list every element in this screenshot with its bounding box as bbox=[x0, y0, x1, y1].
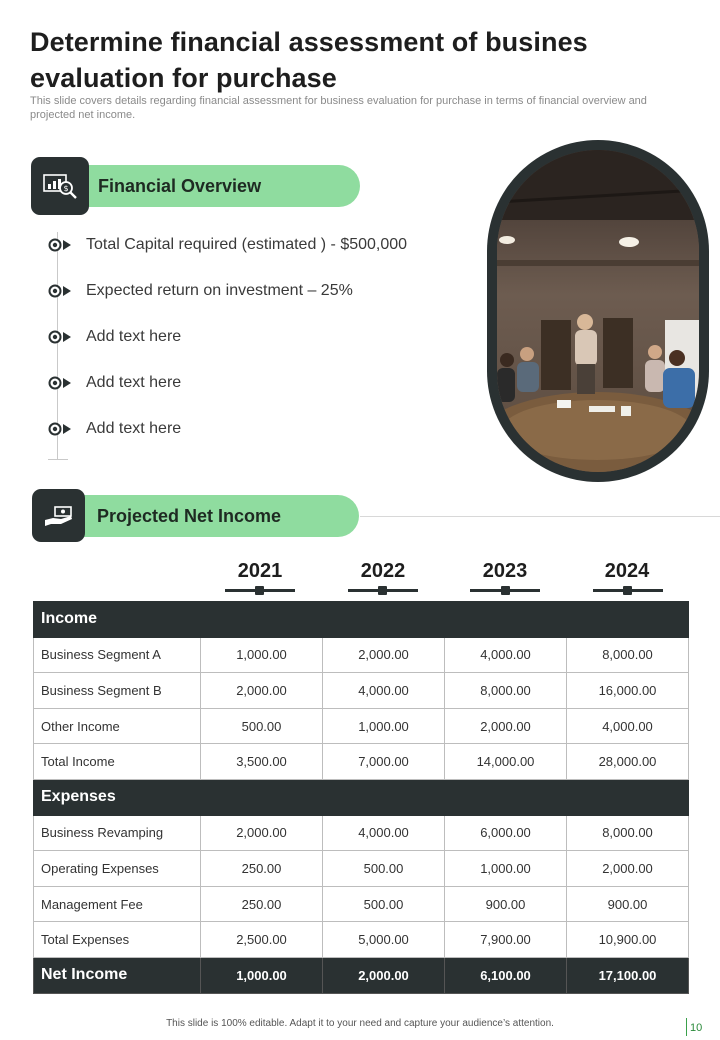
row-label: Total Income bbox=[34, 744, 201, 780]
table-cell: 5,000.00 bbox=[323, 922, 445, 958]
table-cell: 2,000.00 bbox=[201, 673, 323, 709]
target-bullet-icon bbox=[48, 238, 74, 252]
page-title: Determine financial assessment of busines evaluation for purchase bbox=[30, 27, 588, 93]
table-cell: 250.00 bbox=[201, 886, 323, 922]
row-label: Operating Expenses bbox=[34, 851, 201, 887]
net-income-label: Net Income bbox=[34, 957, 201, 993]
net-income-cell: 17,100.00 bbox=[567, 957, 689, 993]
svg-text:$: $ bbox=[63, 184, 69, 193]
hand-money-icon bbox=[32, 489, 85, 542]
net-income-cell: 2,000.00 bbox=[323, 957, 445, 993]
table-cell: 1,000.00 bbox=[323, 708, 445, 744]
table-cell: 250.00 bbox=[201, 851, 323, 887]
table-cell: 4,000.00 bbox=[323, 673, 445, 709]
overview-item: Add text here bbox=[86, 374, 182, 391]
page-number-rule bbox=[686, 1018, 687, 1036]
table-cell: 28,000.00 bbox=[567, 744, 689, 780]
table-cell: 500.00 bbox=[201, 708, 323, 744]
table-row bbox=[34, 851, 689, 887]
table-cell: 6,000.00 bbox=[445, 815, 567, 851]
target-bullet-icon bbox=[48, 284, 74, 298]
year-header: 2024 bbox=[604, 560, 650, 582]
income-section-label: Income bbox=[34, 602, 689, 638]
table-cell: 4,000.00 bbox=[445, 637, 567, 673]
table-cell: 900.00 bbox=[445, 886, 567, 922]
year-marker bbox=[255, 586, 264, 595]
table-cell: 1,000.00 bbox=[445, 851, 567, 887]
row-label: Business Revamping bbox=[34, 815, 201, 851]
net-income-cell: 6,100.00 bbox=[445, 957, 567, 993]
table-cell: 3,500.00 bbox=[201, 744, 323, 780]
footer-note: This slide is 100% editable. Adapt it to your need and capture your audience’s attention. bbox=[166, 1018, 554, 1029]
overview-item: Total Capital required (estimated ) - $500,000 bbox=[86, 236, 408, 253]
projected-net-income-heading: Projected Net Income bbox=[97, 506, 282, 526]
page-number: 10 bbox=[690, 1022, 703, 1034]
year-header: 2023 bbox=[482, 560, 528, 582]
table-cell: 4,000.00 bbox=[567, 708, 689, 744]
table-cell: 8,000.00 bbox=[445, 673, 567, 709]
table-cell: 7,900.00 bbox=[445, 922, 567, 958]
financial-overview-heading: Financial Overview bbox=[98, 176, 262, 196]
row-label: Business Segment A bbox=[34, 637, 201, 673]
expenses-section-header bbox=[34, 779, 689, 815]
table-cell: 2,000.00 bbox=[567, 851, 689, 887]
year-marker bbox=[501, 586, 510, 595]
overview-item: Add text here bbox=[86, 420, 182, 437]
table-row bbox=[34, 673, 689, 709]
year-marker bbox=[378, 586, 387, 595]
net-income-table bbox=[33, 601, 689, 994]
table-cell: 900.00 bbox=[567, 886, 689, 922]
target-bullet-icon bbox=[48, 422, 74, 436]
income-section-header bbox=[34, 602, 689, 638]
expenses-section-label: Expenses bbox=[34, 779, 689, 815]
net-income-row bbox=[34, 957, 689, 993]
table-cell: 8,000.00 bbox=[567, 815, 689, 851]
table-row bbox=[34, 708, 689, 744]
table-cell: 8,000.00 bbox=[567, 637, 689, 673]
year-header: 2021 bbox=[237, 560, 283, 582]
table-cell: 500.00 bbox=[323, 851, 445, 887]
year-header: 2022 bbox=[360, 560, 406, 582]
overview-item: Expected return on investment – 25% bbox=[86, 282, 353, 299]
table-cell: 16,000.00 bbox=[567, 673, 689, 709]
chart-magnifier-icon bbox=[31, 157, 89, 215]
table-cell: 4,000.00 bbox=[323, 815, 445, 851]
table-row bbox=[34, 922, 689, 958]
table-row bbox=[34, 886, 689, 922]
table-cell: 1,000.00 bbox=[201, 637, 323, 673]
target-bullet-icon bbox=[48, 330, 74, 344]
overview-item: Add text here bbox=[86, 328, 182, 345]
table-cell: 2,500.00 bbox=[201, 922, 323, 958]
year-marker bbox=[623, 586, 632, 595]
row-label: Other Income bbox=[34, 708, 201, 744]
meeting-photo bbox=[497, 150, 699, 472]
table-cell: 2,000.00 bbox=[201, 815, 323, 851]
section-divider bbox=[360, 516, 720, 517]
table-cell: 500.00 bbox=[323, 886, 445, 922]
page-subtitle: This slide covers details regarding financial assessment for business evaluation for purchase in terms of financial overview and projected net income. bbox=[30, 95, 647, 121]
table-row bbox=[34, 744, 689, 780]
bullet-timeline-end bbox=[48, 459, 68, 460]
table-cell: 2,000.00 bbox=[323, 637, 445, 673]
row-label: Total Expenses bbox=[34, 922, 201, 958]
table-cell: 10,900.00 bbox=[567, 922, 689, 958]
row-label: Business Segment B bbox=[34, 673, 201, 709]
row-label: Management Fee bbox=[34, 886, 201, 922]
table-row bbox=[34, 637, 689, 673]
table-cell: 14,000.00 bbox=[445, 744, 567, 780]
table-row bbox=[34, 815, 689, 851]
net-income-cell: 1,000.00 bbox=[201, 957, 323, 993]
table-cell: 2,000.00 bbox=[445, 708, 567, 744]
table-cell: 7,000.00 bbox=[323, 744, 445, 780]
target-bullet-icon bbox=[48, 376, 74, 390]
